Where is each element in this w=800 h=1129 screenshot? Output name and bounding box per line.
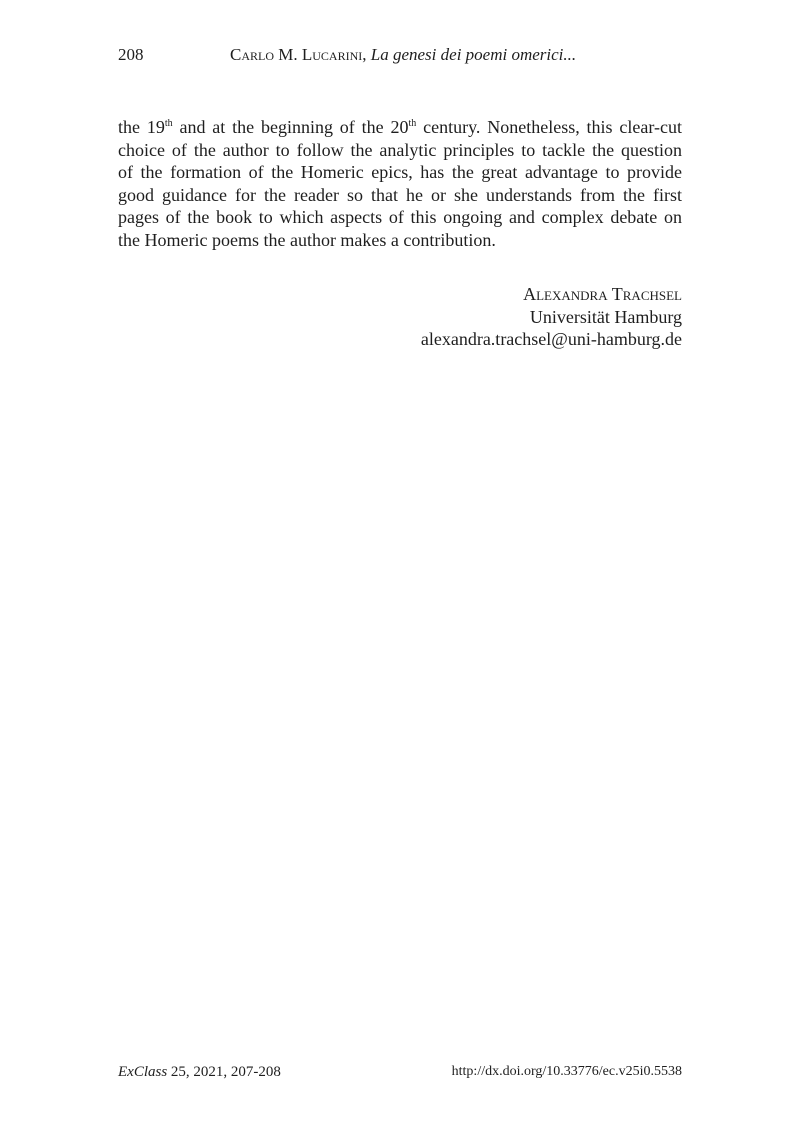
body-text-segment: and at the beginning of the 20	[172, 117, 409, 137]
body-line: the Homeric poems the author makes a contribution.	[118, 229, 496, 250]
reviewer-name: Alexandra Trachsel	[523, 284, 682, 304]
ordinal-suffix: th	[164, 118, 173, 129]
body-line: pages of the book to which aspects of this ongoing and complex debate on	[118, 207, 682, 228]
body-text-segment: century. Nonetheless, this clear-cut	[416, 117, 682, 137]
review-signature	[421, 283, 682, 351]
body-text-segment: the 19	[118, 117, 165, 137]
ordinal-suffix: th	[408, 118, 417, 129]
footer-citation	[118, 1062, 281, 1082]
body-paragraph	[118, 116, 682, 252]
body-line: choice of the author to follow the analytic principles to tackle the question	[118, 139, 682, 160]
running-head-separator: ,	[362, 45, 371, 64]
running-head-title: La genesi dei poemi omerici...	[370, 45, 577, 64]
body-line: of the formation of the Homeric epics, has the great advantage to provide	[118, 162, 682, 183]
journal-name: ExClass	[118, 1064, 168, 1080]
page-number: 208	[118, 45, 144, 64]
footer-doi-link[interactable]: http://dx.doi.org/10.33776/ec.v25i0.5538	[451, 1064, 682, 1079]
reviewer-email[interactable]: alexandra.trachsel@uni-hamburg.de	[420, 329, 682, 350]
journal-volume-pages: 25, 2021, 207-208	[167, 1064, 281, 1080]
running-head	[230, 44, 576, 66]
reviewer-affiliation: Universität Hamburg	[529, 306, 682, 327]
body-line: good guidance for the reader so that he or she understands from the first	[118, 184, 682, 205]
running-head-author: Carlo M. Lucarini	[230, 45, 363, 64]
body-line	[118, 116, 682, 139]
